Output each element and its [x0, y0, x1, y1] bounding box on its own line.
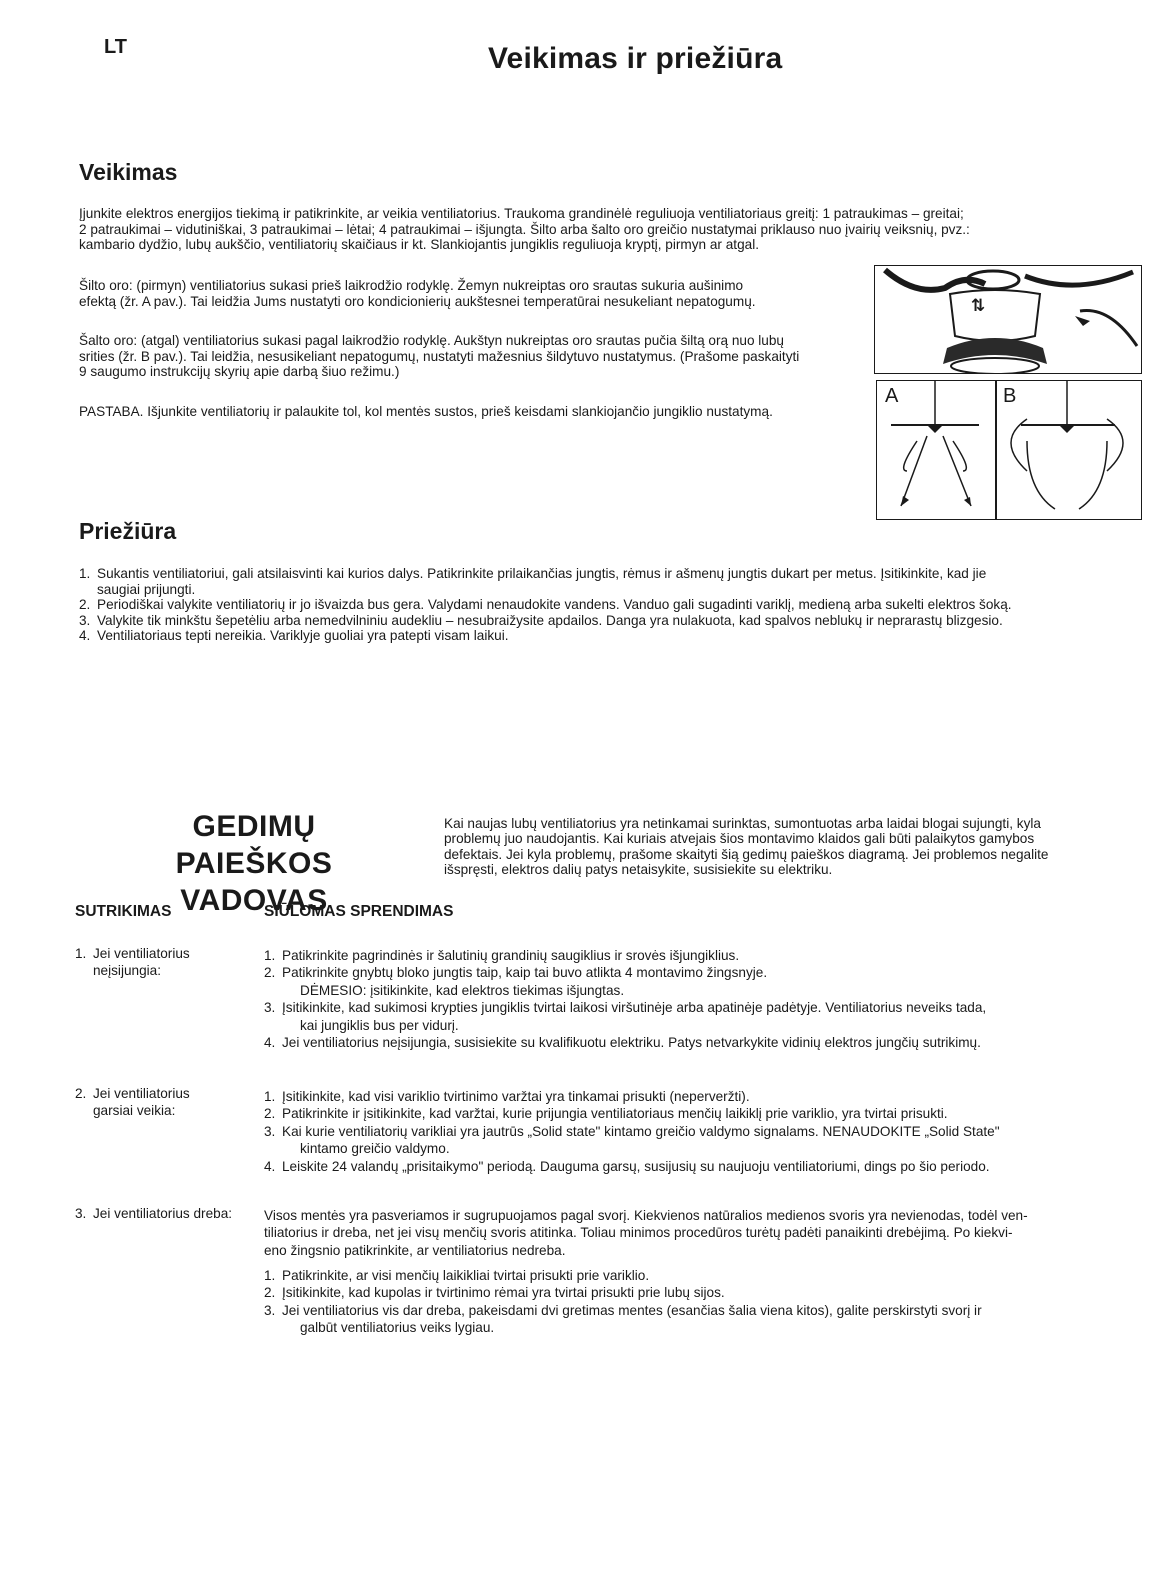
list-item	[79, 613, 1119, 629]
text-line: Įsitikinkite, kad visi variklio tvirtinimo varžtai yra tinkamai prisukti (neperveržti).	[282, 1089, 750, 1104]
operation-paragraph-2	[79, 278, 859, 309]
solution-column-header: SIŪLOMAS SPRENDIMAS	[264, 903, 454, 920]
operation-paragraph-3	[79, 333, 869, 380]
problem-column-header: SUTRIKIMAS	[75, 903, 172, 920]
problem-number: 2.	[75, 1086, 87, 1101]
text-line: Ventiliatoriaus tepti nereikia. Variklyje guoliai yra patepti visam laikui.	[97, 628, 509, 643]
language-code: LT	[104, 36, 127, 58]
figure-b-label: B	[1003, 385, 1017, 407]
fan-switch-illustration	[874, 265, 1142, 374]
text-line: Įjunkite elektros energijos tiekimą ir patikrinkite, ar veikia ventiliatorius. Traukoma grandinėlė reguliuoja ventiliatoriaus greitį: 1 patraukimas – greitai;	[79, 206, 964, 221]
text-line: Periodiškai valykite ventiliatorių ir jo išvaizda bus gera. Valydami nenaudokite vandens. Vanduo gali sugadinti variklį, medieną arba sukelti elektros šoką.	[97, 597, 1012, 612]
text-line: kintamo greičio valdymo.	[300, 1141, 450, 1157]
list-item	[79, 628, 1119, 644]
item-number: 2.	[79, 597, 91, 612]
list-item	[79, 566, 1119, 597]
text-line: neįsijungia:	[93, 963, 162, 978]
text-line: defektais. Jei kyla problemų, prašome skaityti šią gedimų paieškos diagramą. Jei problemos negalite	[444, 846, 1049, 862]
text-line: Jei ventiliatorius	[93, 1086, 190, 1101]
list-item	[264, 1088, 1104, 1105]
title-line: VADOVAS	[180, 884, 328, 917]
item-number: 3.	[79, 612, 91, 628]
fan-housing-drawing	[875, 266, 1141, 373]
item-number: 1.	[264, 1268, 276, 1283]
maintenance-list	[79, 566, 1119, 644]
text-line: Visos mentės yra pasveriamos ir sugrupuojamos pagal svorį. Kiekvienos natūralios medienos svoris yra nevienodas, todėl ven-	[264, 1208, 1028, 1223]
item-number: 3.	[264, 1302, 276, 1318]
text-line: DĖMESIO: įsitikinkite, kad elektros tiekimas išjungtas.	[300, 982, 625, 998]
list-item	[264, 964, 1104, 999]
text-line: Jei ventiliatorius	[93, 946, 190, 961]
item-number: 2.	[264, 965, 276, 981]
text-line: Valykite tik minkštu šepetėliu arba nemedvilniniu audekliu – nesubraižysite apdailos. Danga yra nulakuota, kad spalvos neblukų ir neprarastų blizgesio.	[97, 612, 1003, 628]
item-number: 2.	[264, 1106, 276, 1122]
text-line: Jei ventiliatorius dreba:	[93, 1206, 233, 1221]
item-number: 2.	[264, 1285, 276, 1301]
text-line: Patikrinkite gnybtų bloko jungtis taip, kaip tai buvo atlikta 4 montavimo žingsnyje.	[282, 965, 768, 981]
text-line: saugiai prijungti.	[97, 581, 196, 597]
text-line: Leiskite 24 valandų „prisitaikymo" periodą. Dauguma garsų, susijusių su naujuoju ventiliatoriumi, dings po šio periodo.	[282, 1158, 990, 1174]
item-number: 4.	[79, 628, 91, 643]
list-item	[264, 1158, 1104, 1175]
item-number: 1.	[79, 566, 91, 581]
text-line: kai jungiklis bus per vidurį.	[300, 1017, 459, 1033]
text-line: Patikrinkite pagrindinės ir šalutinių grandinių saugiklius ir srovės išjungiklius.	[282, 948, 740, 963]
text-line: garsiai veikia:	[93, 1103, 176, 1118]
list-item	[264, 1105, 1104, 1122]
text-line: Šalto oro: (atgal) ventiliatorius sukasi pagal laikrodžio rodyklę. Aukštyn nukreiptas oro srautas pučia šiltą orą nuo lubų	[79, 333, 784, 348]
text-line: tiliatorius ir dreba, net jei visų menčių svoris atitinka. Toliau minimos procedūros turėtų padėti panaikinti drebėjimą. Po kiekvi-	[264, 1225, 1013, 1241]
title-line: GEDIMŲ PAIEŠKOS	[175, 810, 333, 880]
list-item	[264, 1302, 1104, 1337]
item-number: 4.	[264, 1035, 276, 1051]
operation-note: PASTABA. Išjunkite ventiliatorių ir palaukite tol, kol mentės sustos, prieš keisdami slankiojančio jungiklio nustatymą.	[79, 404, 773, 419]
page-title: Veikimas ir priežiūra	[488, 42, 783, 75]
text-line: Įsitikinkite, kad kupolas ir tvirtinimo rėmai yra tvirtai prisukti prie lubų sijos.	[282, 1285, 725, 1301]
item-number: 4.	[264, 1158, 276, 1174]
maintenance-heading: Priežiūra	[79, 518, 177, 544]
text-line: 9 saugumo instrukcijų skyrių apie darbą šiuo režimu.)	[79, 364, 400, 379]
operation-paragraph-1	[79, 206, 1079, 253]
problem-number: 3.	[75, 1206, 87, 1221]
text-line: srities (žr. B pav.). Tai leidžia, nesusikeliant nepatogumų, nustatyti mažesnius šildytuvo nustatymus. (Prašome paskaityti	[79, 348, 800, 364]
list-item	[264, 1284, 1104, 1301]
text-line: išspręsti, elektros dalių patys netaisykite, susisiekite su elektriku.	[444, 861, 833, 877]
text-line: Įsitikinkite, kad sukimosi krypties jungiklis tvirtai laikosi viršutinėje arba apatinėje padėtyje. Ventiliatorius neveiks tada,	[282, 1000, 987, 1016]
text-line: Jei ventiliatorius vis dar dreba, pakeisdami dvi gretimas mentes (esančias šalia viena kitos), galite perskirstyti svorį ir	[282, 1302, 982, 1318]
operation-heading: Veikimas	[79, 159, 178, 185]
solution-intro-3	[264, 1207, 1104, 1259]
text-line: eno žingsnio patikrinkite, ar ventiliatorius nedreba.	[264, 1242, 566, 1258]
problem-1	[75, 945, 190, 979]
item-number: 1.	[264, 1089, 276, 1104]
text-line: Kai naujas lubų ventiliatorius yra netinkamai surinktas, sumontuotas arba laidai blogai sujungti, kyla	[444, 816, 1041, 831]
text-line: problemų juo naudojantis. Kai kuriais atvejais šios montavimo klaidos gali būti palaikytos gamybos	[444, 831, 1035, 847]
text-line: Sukantis ventiliatoriui, gali atsilaisvinti kai kurios dalys. Patikrinkite prilaikančias jungtis, rėmus ir ašmenų jungtis dukart per metus. Įsitikinkite, kad jie	[97, 566, 987, 581]
list-item	[264, 999, 1104, 1034]
text-line: efektą (žr. A pav.). Tai leidžia Jums nustatyti oro kondicionierių aukštesnei temperatūrai nesukeliant nepatogumų.	[79, 293, 756, 309]
item-number: 1.	[264, 948, 276, 963]
problem-2	[75, 1085, 190, 1119]
list-item	[264, 947, 1104, 964]
problem-number: 1.	[75, 946, 87, 961]
figure-a-label: A	[885, 385, 899, 407]
airflow-arrows	[877, 381, 1141, 519]
problem-3	[75, 1205, 232, 1222]
list-item	[264, 1034, 1104, 1051]
text-line: 2 patraukimai – vidutiniškai, 3 patraukimai – lėtai; 4 patraukimai – išjungta. Šilto arba šalto oro greičio nustatymai priklauso nuo įvairių veiksnių, pvz.:	[79, 221, 970, 237]
text-line: kambario dydžio, lubų aukščio, ventiliatorių skaičiaus ir kt. Slankiojantis jungiklis reguliuoja kryptį, pirmyn ar atgal.	[79, 237, 759, 252]
item-number: 3.	[264, 1123, 276, 1139]
solution-list-2	[264, 1088, 1104, 1175]
list-item	[264, 1123, 1104, 1158]
troubleshooting-intro	[444, 816, 1112, 877]
text-line: Šilto oro: (pirmyn) ventiliatorius sukasi prieš laikrodžio rodyklę. Žemyn nukreiptas oro srautas sukuria aušinimo	[79, 278, 744, 293]
solution-list-3	[264, 1267, 1104, 1337]
airflow-diagram	[876, 380, 1142, 520]
text-line: Patikrinkite ir įsitikinkite, kad varžtai, kurie prijungia ventiliatoriaus menčių laikiklį prie variklio, yra tvirtai prisukti.	[282, 1106, 948, 1122]
slide-switch-icon: ⇅	[971, 296, 986, 315]
list-item	[264, 1267, 1104, 1284]
solution-list-1	[264, 947, 1104, 1051]
text-line: Patikrinkite, ar visi menčių laikikliai tvirtai prisukti prie variklio.	[282, 1268, 650, 1283]
item-number: 3.	[264, 1000, 276, 1016]
list-item	[79, 597, 1119, 613]
text-line: galbūt ventiliatorius veiks lygiau.	[300, 1320, 495, 1336]
text-line: Jei ventiliatorius neįsijungia, susisiekite su kvalifikuotu elektriku. Patys netvarkykite vidinių elektros jungčių sutrikimų.	[282, 1035, 981, 1051]
text-line: Kai kurie ventiliatorių varikliai yra jautrūs „Solid state" kintamo greičio valdymo signalams. NENAUDOKITE „Solid State"	[282, 1123, 1000, 1139]
